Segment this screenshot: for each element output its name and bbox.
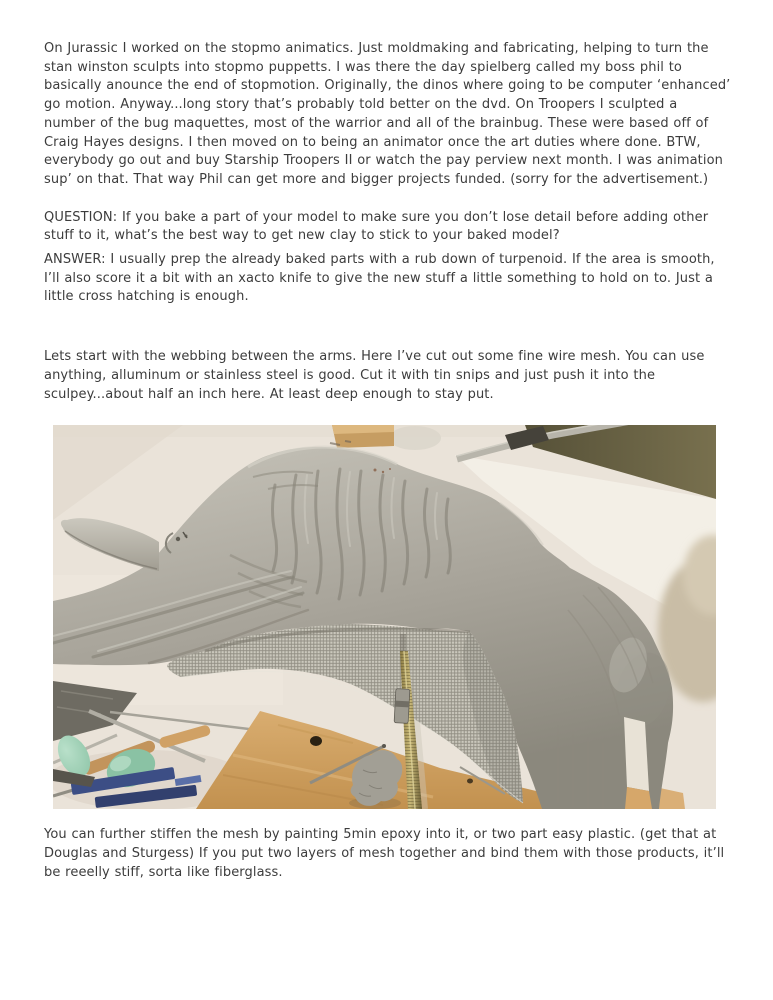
paragraph-stiffen-tip: You can further stiffen the mesh by painting 5min epoxy into it, or two part easy plastic. (get that at Douglas and Sturgess) If you put two layers of mesh together and bind them with those products, it’ll be reeelly stiff, sorta like fiberglass. bbox=[44, 827, 725, 880]
board-hole bbox=[310, 736, 322, 746]
sculpture-photo bbox=[53, 425, 716, 809]
wall-gap-between-arms bbox=[624, 717, 649, 791]
paragraph-webbing-intro: Lets start with the webbing between the arms. Here I’ve cut out some fine wire mesh. You can use anything, alluminum or stainless steel is good. Cut it with tin snips and just push it into the sculpey...about half an inch here. At least deep enough to stay put. bbox=[44, 349, 705, 402]
paragraph-jurassic-intro: On Jurassic I worked on the stopmo animatics. Just moldmaking and fabricating, helping to turn the stan winston sculpts into stopmo puppetts. I was there the day spielberg called my boss phil to basically anounce the end of stopmotion. Originally, the dinos where going to be computer ‘enhanced’ go motion. Anyway...long story that’s probably told better on the dvd. On Troopers I sculpted a number of the bug maquettes, most of the warrior and all of the brainbug. These were based off of Craig Hayes designs. I then moved on to being an animator once the art duties where done. BTW, everybody go out and buy Starship Troopers II or watch the pay perview next month. I was animation sup’ on that. That way Phil can get more and bigger projects funded. (sorry for the advertisement.) bbox=[44, 41, 731, 187]
rod-clip bbox=[394, 689, 410, 724]
paragraph-question: QUESTION: If you bake a part of your model to make sure you don’t lose detail before adding other stuff to it, what’s the best way to get new clay to stick to your baked model? bbox=[44, 209, 709, 244]
paragraph-answer: ANSWER: I usually prep the already baked parts with a rub down of turpenoid. If the area is smooth, I’ll also score it a bit with an xacto knife to give the new stuff a little something to hold on to. Just a little cross hatching is enough. bbox=[44, 252, 715, 305]
wood-block bbox=[332, 425, 441, 450]
